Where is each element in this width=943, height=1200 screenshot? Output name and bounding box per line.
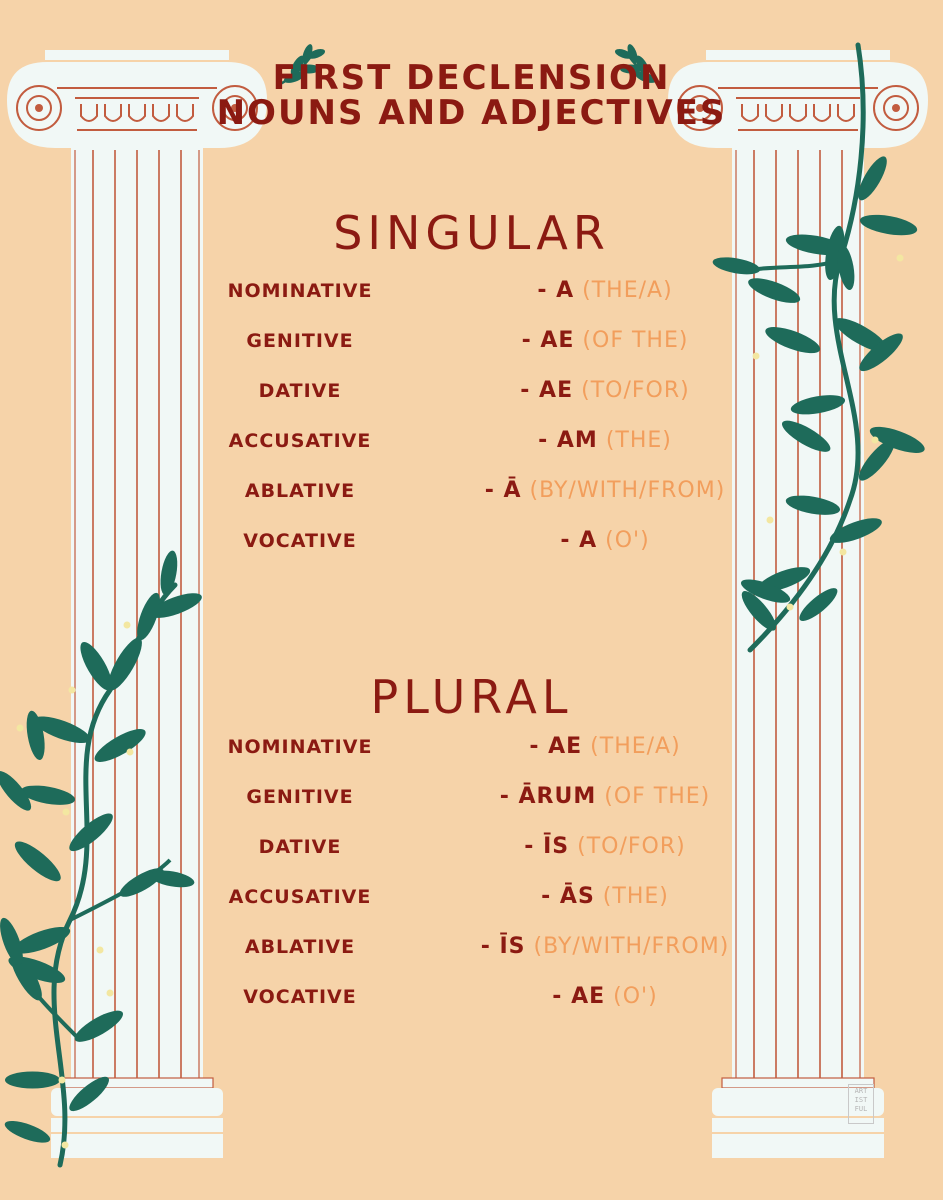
case-name: NOMINATIVE xyxy=(227,736,373,758)
olive-berry xyxy=(767,517,774,524)
declension-row xyxy=(0,376,943,406)
declension-row xyxy=(0,982,943,1012)
declension-row xyxy=(0,782,943,812)
olive-berry xyxy=(59,1077,66,1084)
case-gloss: (THE/A) xyxy=(590,734,681,759)
ending-cell xyxy=(420,326,790,356)
poster-title-line-2: NOUNS AND ADJECTIVES xyxy=(216,93,727,133)
ending-cell xyxy=(420,376,790,406)
case-name: ABLATIVE xyxy=(244,936,356,958)
declension-row xyxy=(0,882,943,912)
poster-title-line-1: FIRST DECLENSION xyxy=(272,58,671,98)
ending-cell xyxy=(420,932,790,962)
case-ending: - AE xyxy=(529,734,583,759)
ending-cell xyxy=(420,882,790,912)
case-gloss: (TO/FOR) xyxy=(577,834,686,859)
case-gloss: (THE/A) xyxy=(582,278,673,303)
case-gloss: (TO/FOR) xyxy=(581,378,690,403)
declension-row xyxy=(0,326,943,356)
ending-cell xyxy=(420,782,790,812)
column-plinth xyxy=(51,1118,223,1132)
ending-cell xyxy=(420,732,790,762)
column-plinth xyxy=(51,1134,223,1158)
case-name: NOMINATIVE xyxy=(227,280,373,302)
case-gloss: (BY/WITH/FROM) xyxy=(533,934,730,959)
ending-cell xyxy=(420,832,790,862)
olive-berry xyxy=(787,604,794,611)
case-gloss: (THE) xyxy=(602,884,669,909)
declension-row xyxy=(0,932,943,962)
case-ending: - Ā xyxy=(484,478,522,503)
declension-row xyxy=(0,832,943,862)
case-ending: - AE xyxy=(552,984,606,1009)
case-ending: - AE xyxy=(521,328,575,353)
ending-cell xyxy=(420,476,790,506)
case-gloss: (O') xyxy=(605,528,650,553)
plural-heading: PLURAL xyxy=(370,670,573,724)
ending-cell xyxy=(420,526,790,556)
column-base-ring xyxy=(61,1078,213,1088)
case-name: VOCATIVE xyxy=(243,986,357,1008)
case-name: GENITIVE xyxy=(246,330,354,352)
case-ending: - ĀRUM xyxy=(499,784,597,809)
artist-watermark: ART IST FUL xyxy=(848,1084,874,1124)
case-gloss: (THE) xyxy=(605,428,672,453)
declension-row xyxy=(0,476,943,506)
singular-heading: SINGULAR xyxy=(333,206,610,260)
case-name: DATIVE xyxy=(258,380,342,402)
case-name: ACCUSATIVE xyxy=(228,430,372,452)
ending-cell xyxy=(420,276,790,306)
case-name: GENITIVE xyxy=(246,786,354,808)
column-plinth xyxy=(712,1134,884,1158)
case-ending: - ĪS xyxy=(480,934,526,959)
declension-row xyxy=(0,276,943,306)
case-ending: - A xyxy=(560,528,598,553)
olive-berry xyxy=(62,1142,69,1149)
case-ending: - A xyxy=(537,278,575,303)
olive-leaf xyxy=(5,1072,60,1089)
declension-row xyxy=(0,732,943,762)
case-gloss: (O') xyxy=(613,984,658,1009)
ending-cell xyxy=(420,982,790,1012)
ending-cell xyxy=(420,426,790,456)
case-ending: - AE xyxy=(520,378,574,403)
case-name: VOCATIVE xyxy=(243,530,357,552)
declension-row xyxy=(0,526,943,556)
olive-berry xyxy=(124,622,131,629)
case-name: ACCUSATIVE xyxy=(228,886,372,908)
case-name: DATIVE xyxy=(258,836,342,858)
olive-berry xyxy=(17,725,24,732)
case-ending: - ĪS xyxy=(524,834,570,859)
case-gloss: (OF THE) xyxy=(604,784,711,809)
olive-leaf xyxy=(2,1117,52,1148)
case-ending: - AM xyxy=(538,428,598,453)
case-name: ABLATIVE xyxy=(244,480,356,502)
case-gloss: (BY/WITH/FROM) xyxy=(529,478,726,503)
case-ending: - ĀS xyxy=(541,884,595,909)
declension-row xyxy=(0,426,943,456)
case-gloss: (OF THE) xyxy=(582,328,689,353)
